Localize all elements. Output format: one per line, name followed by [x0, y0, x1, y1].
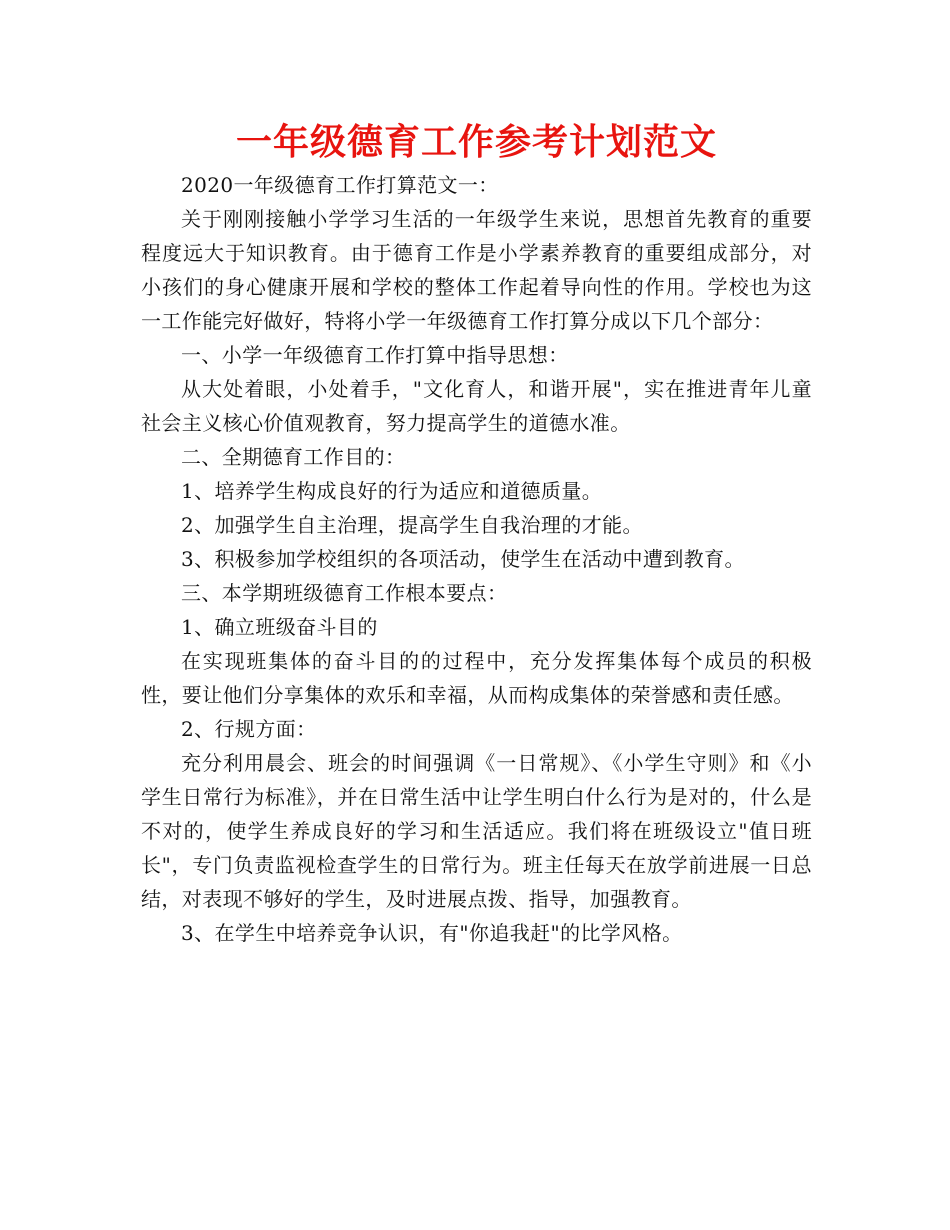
paragraph-12: 2、行规方面： — [181, 717, 317, 741]
document-title: 一年级德育工作参考计划范文 — [235, 122, 717, 163]
paragraph-9: 三、本学期班级德育工作根本要点： — [181, 581, 508, 605]
paragraph-1: 2020一年级德育工作打算范文一： — [181, 173, 499, 197]
paragraph-3: 一、小学一年级德育工作打算中指导思想： — [181, 343, 569, 367]
document-body — [141, 168, 812, 950]
paragraph-14: 3、在学生中培养竞争认识，有"你追我赶"的比学风格。 — [181, 921, 683, 945]
paragraph-7: 2、加强学生自主治理，提高学生自我治理的才能。 — [181, 513, 643, 537]
paragraph-8: 3、积极参加学校组织的各项活动，使学生在活动中遭到教育。 — [181, 547, 745, 571]
paragraph-6: 1、培养学生构成良好的行为适应和道德质量。 — [181, 479, 603, 503]
paragraph-11: 在实现班集体的奋斗目的的过程中，充分发挥集体每个成员的积极性，要让他们分享集体的欢乐和幸福，从而构成集体的荣誉感和责任感。 — [141, 649, 812, 707]
paragraph-5: 二、全期德育工作目的： — [181, 445, 406, 469]
paragraph-4: 从大处着眼，小处着手，"文化育人，和谐开展"，实在推进青年儿童社会主义核心价值观教育，努力提高学生的道德水准。 — [141, 377, 812, 435]
paragraph-10: 1、确立班级奋斗目的 — [181, 615, 378, 639]
paragraph-13: 充分利用晨会、班会的时间强调《一日常规》、《小学生守则》和《小学生日常行为标准》，并在日常生活中让学生明白什么行为是对的，什么是不对的，使学生养成良好的学习和生活适应。我们将在班级设立"值日班长"，专门负责监视检查学生的日常行为。班主任每天在放学前进展一日总结，对表现不够好的学生，及时进展点拨、指导，加强教育。 — [141, 751, 812, 911]
paragraph-2: 关于刚刚接触小学学习生活的一年级学生来说，思想首先教育的重要程度远大于知识教育。由于德育工作是小学素养教育的重要组成部分，对小孩们的身心健康开展和学校的整体工作起着导向性的作用。学校也为这一工作能完好做好，特将小学一年级德育工作打算分成以下几个部分： — [141, 207, 812, 333]
